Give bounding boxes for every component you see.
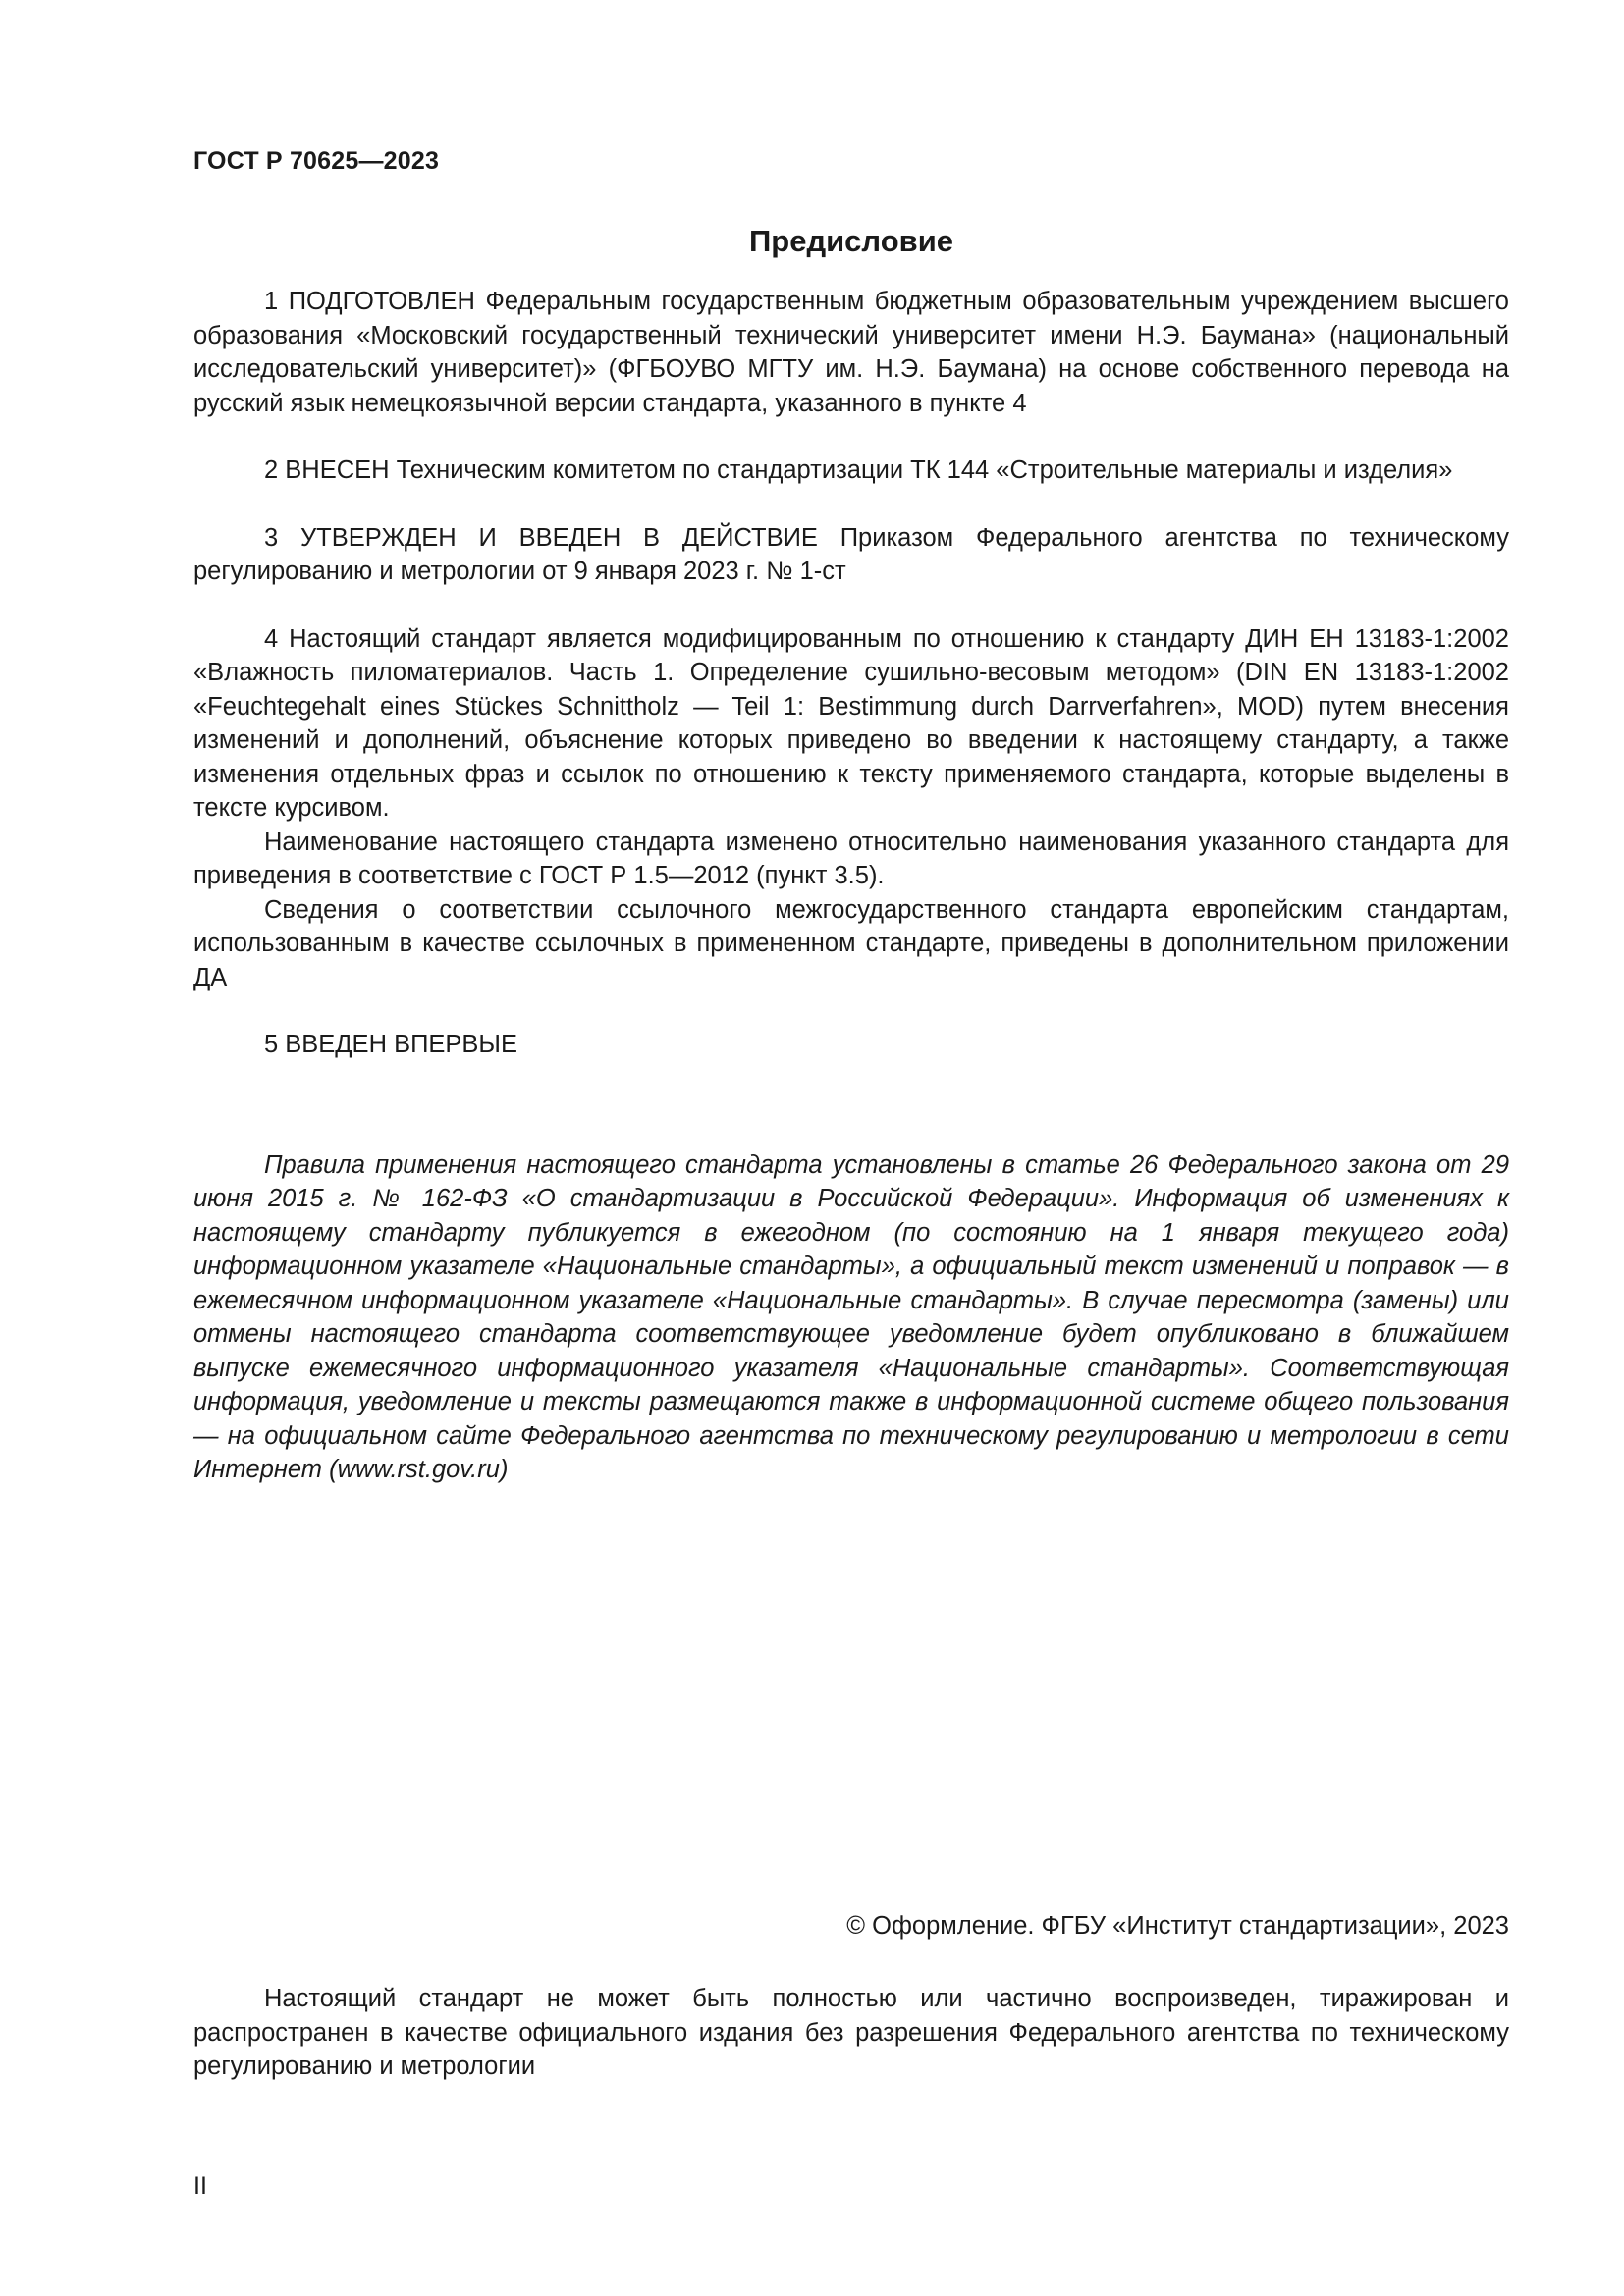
paragraph-3-approved: 3 УТВЕРЖДЕН И ВВЕДЕН В ДЕЙСТВИЕ Приказом Федерального агентства по техническому регулированию и метрологии от 9 января 2023 г. № 1-ст — [193, 523, 1509, 585]
paragraph-gap-large — [193, 1062, 1509, 1148]
page-number: II — [193, 2172, 207, 2200]
paragraph-4-modification: 4 Настоящий стандарт является модифицированным по отношению к стандарту ДИН ЕН 13183-1:2002 «Влажность пиломатериалов. Часть 1. Определение сушильно-весовым методом» (DIN EN 13183-1:2002 «Feuchtegehalt eines Stückes Schnittholz — Teil 1: Bestimmung durch Darrverfahren», MOD) путем внесения изменений и дополнений, объяснение которых приведено во введении к настоящему стандарту, а также изменения отдельных фраз и ссылок по отношению к тексту применяемого стандарта, которые выделены в тексте курсивом. — [193, 624, 1509, 822]
paragraph-4-references: Сведения о соответствии ссылочного межгосударственного стандарта европейским стандартам, использованным в качестве ссылочных в примененном стандарте, приведены в дополнительном приложении ДА — [193, 895, 1509, 991]
paragraph-5-introduced: 5 ВВЕДЕН ВПЕРВЫЕ — [264, 1031, 518, 1058]
paragraph-gap — [193, 589, 1509, 622]
application-rules-paragraph: Правила применения настоящего стандарта установлены в статье 26 Федерального закона от 29 июня 2015 г. № 162-ФЗ «О стандартизации в Российской Федерации». Информация об изменениях к настоящему стандарту публикуется в ежегодном (по состоянию на 1 января текущего года) информационном указателе «Национальные стандарты», а официальный текст изменений и поправок — в ежемесячном информационном указателе «Национальные стандарты». В случае пересмотра (замены) или отмены настоящего стандарта соответствующее уведомление будет опубликовано в ближайшем выпуске ежемесячного информационного указателя «Национальные стандарты». Соответствующая информация, уведомление и тексты размещаются также в информационной системе общего пользования — на официальном сайте Федерального агентства по техническому регулированию и метрологии в сети Интернет (www.rst.gov.ru) — [193, 1150, 1509, 1483]
paragraph-gap — [193, 488, 1509, 521]
paragraph-4-name-change: Наименование настоящего стандарта изменено относительно наименования указанного стандарта для приведения в соответствие с ГОСТ Р 1.5—2012 (пункт 3.5). — [193, 828, 1509, 889]
foreword-body — [193, 285, 1509, 1487]
copyright-line: © Оформление. ФГБУ «Институт стандартизации», 2023 — [846, 1912, 1509, 1940]
section-title: Предисловие — [748, 224, 953, 258]
paragraph-gap — [193, 420, 1509, 454]
reproduction-notice — [193, 1982, 1509, 2084]
reproduction-notice-text: Настоящий стандарт не может быть полностью или частично воспроизведен, тиражирован и распространен в качестве официального издания без разрешения Федерального агентства по техническому регулированию и метрологии — [193, 1985, 1509, 2080]
paragraph-gap — [193, 994, 1509, 1028]
paragraph-2-submitted: 2 ВНЕСЕН Техническим комитетом по стандартизации ТК 144 «Строительные материалы и изделия» — [264, 456, 1453, 484]
paragraph-1-prepared: 1 ПОДГОТОВЛЕН Федеральным государственным бюджетным образовательным учреждением высшего образования «Московский государственный технический университет имени Н.Э. Баумана» (национальный исследовательский университет)» (ФГБОУВО МГТУ им. Н.Э. Баумана) на основе собственного перевода на русский язык немецкоязычной версии стандарта, указанного в пункте 4 — [193, 288, 1509, 417]
document-code: ГОСТ Р 70625—2023 — [193, 147, 440, 175]
